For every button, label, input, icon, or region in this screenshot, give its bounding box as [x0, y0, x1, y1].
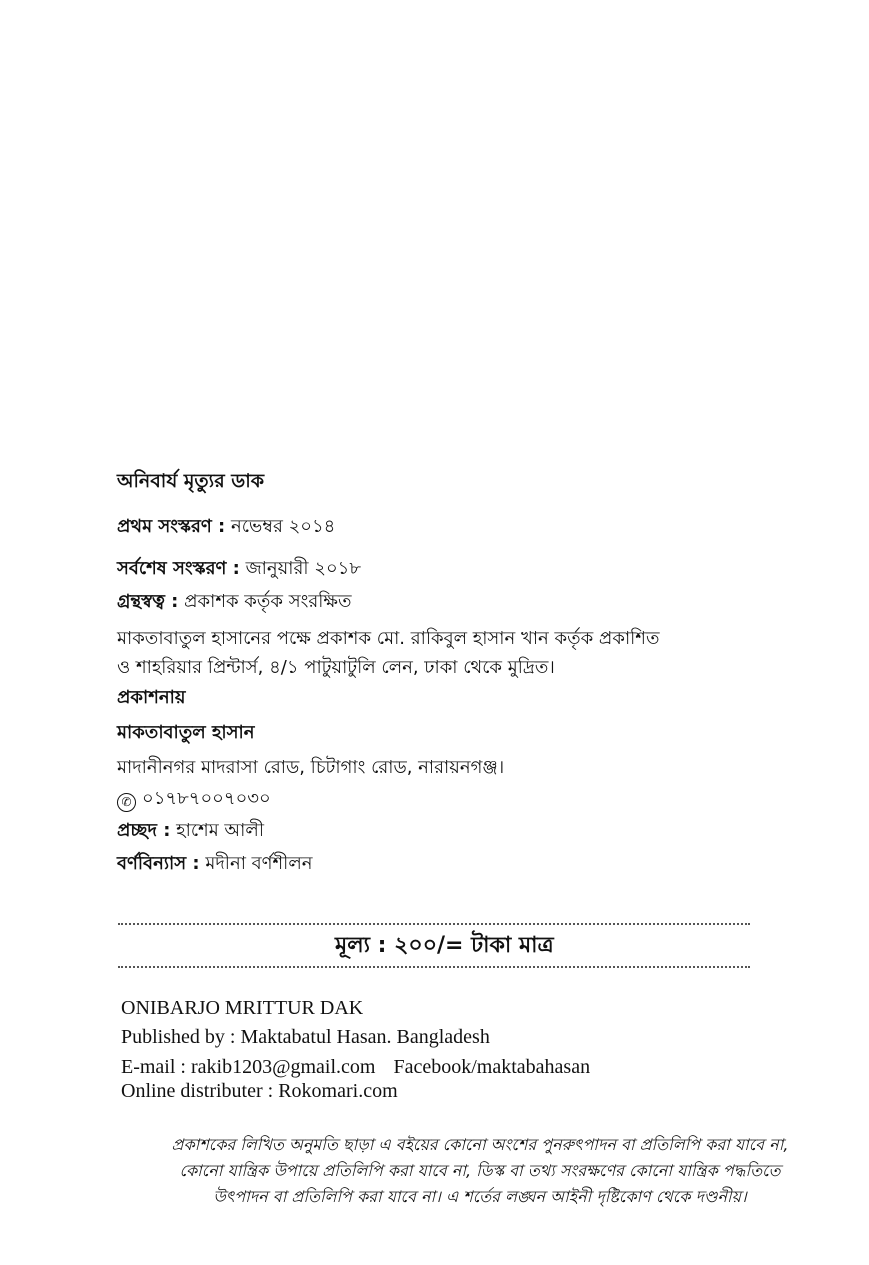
publisher-phone: ০১৭৮৭০০৭০৩০ [142, 788, 271, 809]
publisher-phone-line [117, 788, 271, 812]
last-edition-label: সর্বশেষ সংস্করণ : [117, 558, 240, 579]
first-edition-value: নভেম্বর ২০১৪ [230, 516, 336, 537]
first-edition-line [117, 516, 335, 538]
copyright-value: প্রকাশক কর্তৃক সংরক্ষিত [184, 591, 352, 612]
copyright-notice [110, 1135, 850, 1213]
typeset-value: মদীনা বর্ণশীলন [205, 853, 313, 874]
cover-value: হাশেম আলী [176, 820, 264, 841]
typeset-label: বর্ণবিন্যাস : [117, 853, 200, 874]
copyright-label: গ্রন্থস্বত্ব : [117, 591, 179, 612]
publisher-address: মাদানীনগর মাদরাসা রোড, চিটাগাং রোড, নারায়নগঞ্জ। [117, 757, 505, 778]
publish-statement-line-2: ও শাহরিয়ার প্রিন্টার্স, ৪/১ পাটুয়াটুলি লেন, ঢাকা থেকে মুদ্রিত। [117, 657, 555, 678]
english-email: E-mail : rakib1203@gmail.com [121, 1056, 376, 1078]
cover-artist-line [117, 820, 264, 842]
last-edition-line [117, 558, 361, 580]
last-edition-value: জানুয়ারী ২০১৮ [245, 558, 362, 579]
publisher-label: প্রকাশনায় [117, 687, 186, 708]
phone-icon: ✆ [117, 793, 136, 812]
price-divider-top [118, 923, 750, 925]
book-title-bengali: অনিবার্য মৃত্যুর ডাক [117, 470, 265, 492]
cover-label: প্রচ্ছদ : [117, 820, 171, 841]
english-facebook: Facebook/maktabahasan [393, 1056, 591, 1078]
publish-statement-line-1: মাকতাবাতুল হাসানের পক্ষে প্রকাশক মো. রাকিবুল হাসান খান কর্তৃক প্রকাশিত [117, 628, 660, 649]
english-distributor: Online distributer : Rokomari.com [121, 1080, 398, 1102]
first-edition-label: প্রথম সংস্করণ : [117, 516, 226, 537]
copyright-notice-line-2: কোনো যান্ত্রিক উপায়ে প্রতিলিপি করা যাবে না, ডিস্ক বা তথ্য সংরক্ষণের কোনো যান্ত্রিক পদ্ধতিতে [179, 1161, 781, 1180]
price-divider-bottom [118, 966, 750, 968]
english-title: ONIBARJO MRITTUR DAK [121, 997, 364, 1019]
price-label: মূল্য : ২০০/= টাকা মাত্র [335, 933, 554, 958]
publisher-name: মাকতাবাতুল হাসান [117, 722, 255, 743]
typesetting-line [117, 853, 313, 875]
english-published-by: Published by : Maktabatul Hasan. Bangladesh [121, 1026, 490, 1048]
copyright-line [117, 591, 351, 613]
copyright-notice-line-3: উৎপাদন বা প্রতিলিপি করা যাবে না। এ শর্তের লঙ্ঘন আইনী দৃষ্টিকোণ থেকে দণ্ডনীয়। [213, 1187, 747, 1206]
english-contact-line [121, 1057, 590, 1077]
copyright-notice-line-1: প্রকাশকের লিখিত অনুমতি ছাড়া এ বইয়ের কোনো অংশের পুনরুৎপাদন বা প্রতিলিপি করা যাবে না, [171, 1135, 789, 1154]
